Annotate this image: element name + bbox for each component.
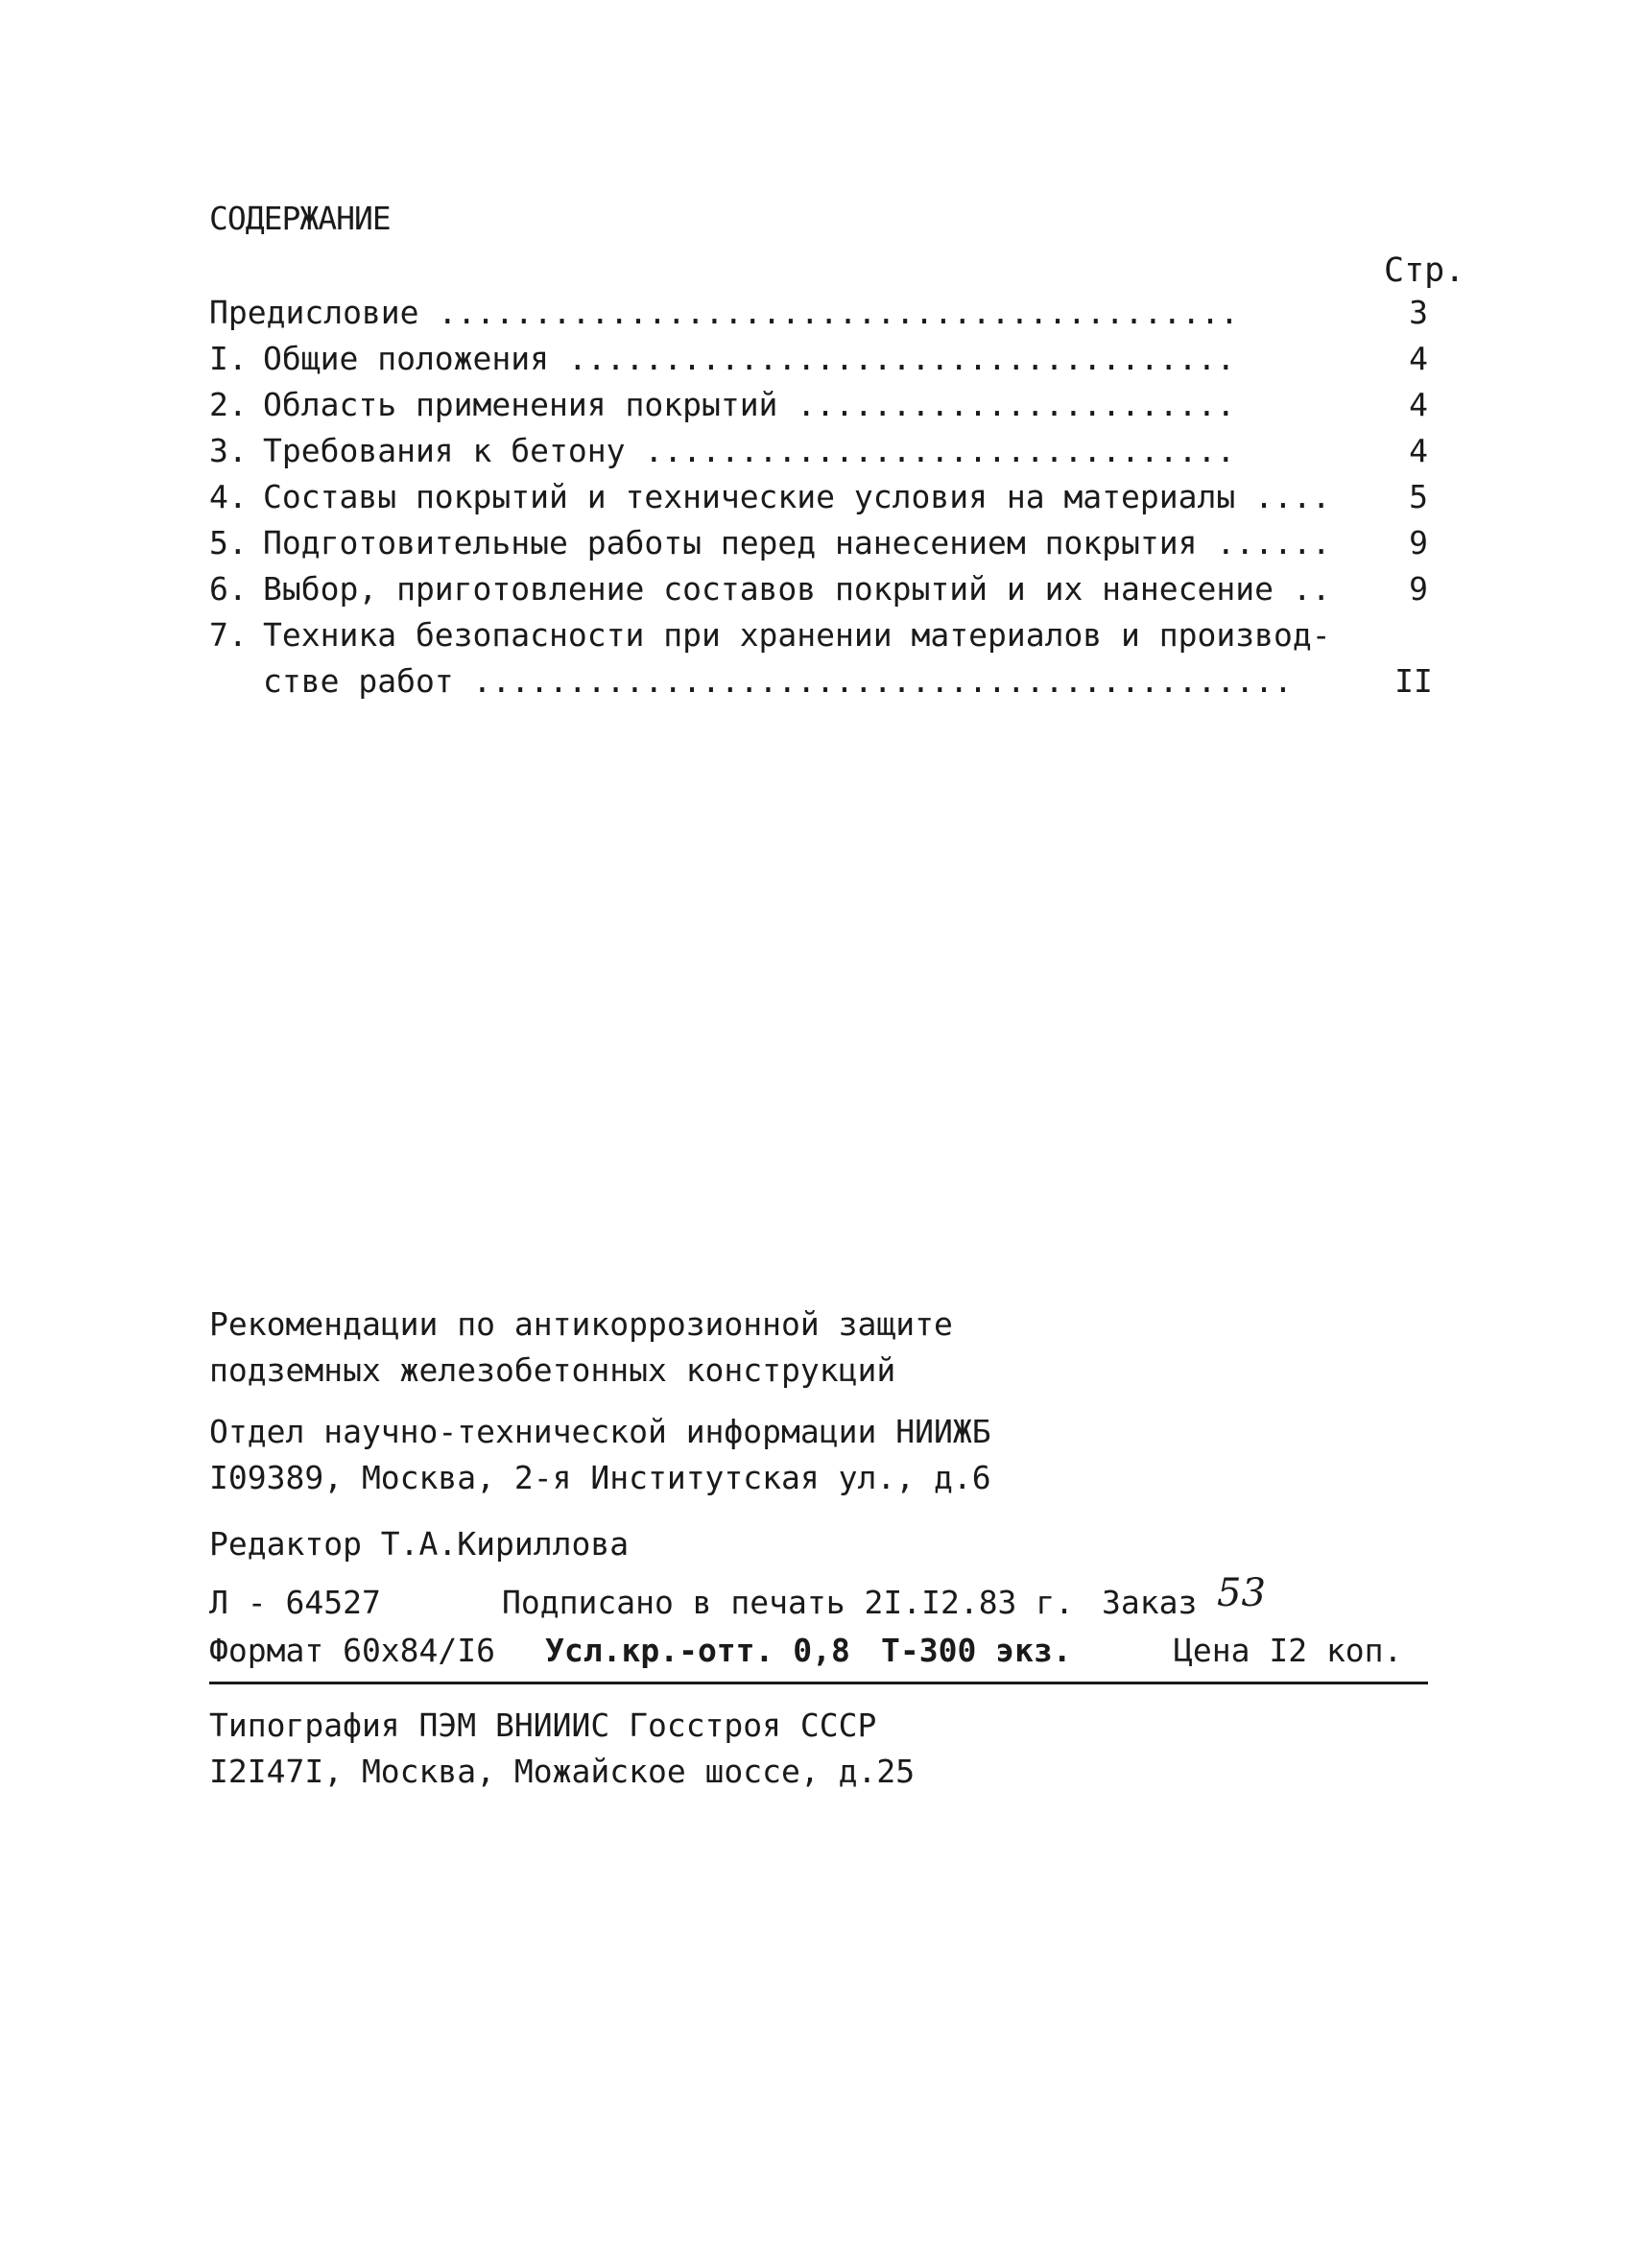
toc-item: [209, 612, 1438, 658]
license-number: Л - 64527: [209, 1584, 381, 1621]
toc-item-number: I.: [209, 340, 248, 377]
toc-item-label: Подготовительные работы перед нанесением покрытия ......: [263, 524, 1331, 561]
toc-item-page: 4: [1409, 386, 1428, 423]
toc-item-continuation: [209, 658, 1438, 704]
toc-item-page: 9: [1409, 570, 1428, 608]
price: Цена I2 коп.: [1174, 1632, 1403, 1669]
toc-item-number: 5.: [209, 524, 248, 561]
toc-item-page: II: [1394, 662, 1433, 700]
toc-item-page: 4: [1409, 340, 1428, 377]
toc-item-number: 6.: [209, 570, 248, 608]
divider-rule: [209, 1682, 1428, 1684]
paper-format: Формат 60х84/I6: [209, 1632, 496, 1669]
printer-name: Типография ПЭМ ВНИИИС Госстроя СССР: [209, 1707, 877, 1744]
toc-item-label: Техника безопасности при хранении материалов и производ-: [263, 616, 1331, 654]
order-label: Заказ: [1102, 1584, 1198, 1621]
toc-item: [209, 520, 1438, 566]
circulation: Т-300 экз.: [881, 1632, 1072, 1669]
printer-address: I2I47I, Москва, Можайское шоссе, д.25: [209, 1753, 916, 1790]
toc-item: [209, 290, 1438, 336]
imprint-title-line: Рекомендации по антикоррозионной защите: [209, 1305, 953, 1343]
signed-date: Подписано в печать 2I.I2.83 г.: [502, 1584, 1075, 1621]
toc-title: СОДЕРЖАНИЕ: [209, 200, 391, 237]
toc-item-page: 5: [1409, 478, 1428, 515]
toc-list: [209, 290, 1438, 704]
imprint-title-line: подземных железобетонных конструкций: [209, 1351, 896, 1389]
toc-page-column-header: Стр.: [1384, 251, 1465, 290]
toc-item-number: 3.: [209, 432, 248, 469]
toc-item-page: 9: [1409, 524, 1428, 561]
toc-item-label: Составы покрытий и технические условия на материалы ....: [263, 478, 1331, 515]
toc-item-label: Предисловие ..........................................: [209, 294, 1239, 331]
toc-item: [209, 336, 1438, 382]
toc-item: [209, 566, 1438, 612]
print-sheets: Усл.кр.-отт. 0,8: [545, 1632, 850, 1669]
imprint-details: [209, 1571, 1447, 1676]
order-number-handwritten: 53: [1217, 1571, 1266, 1615]
toc-item-label: стве работ ...........................................: [263, 662, 1293, 700]
toc-item-number: 7.: [209, 616, 248, 654]
toc-item-label: Требования к бетону ...............................: [263, 432, 1236, 469]
imprint-printer: [209, 1703, 915, 1795]
imprint-title: [209, 1301, 953, 1394]
toc-item: [209, 428, 1438, 474]
publisher-address: I09389, Москва, 2-я Институтская ул., д.6: [209, 1459, 991, 1496]
toc-item-label: Область применения покрытий .......................: [263, 386, 1236, 423]
toc-item-number: 4.: [209, 478, 248, 515]
toc-item-page: 3: [1409, 294, 1428, 331]
toc-item-label: Выбор, приготовление составов покрытий и их нанесение ..: [263, 570, 1331, 608]
imprint-editor: Редактор Т.А.Кириллова: [209, 1525, 630, 1563]
toc-item-label: Общие положения ...................................: [263, 340, 1236, 377]
publisher-name: Отдел научно-технической информации НИИЖБ: [209, 1413, 991, 1450]
toc-item: [209, 474, 1438, 520]
toc-item: [209, 382, 1438, 428]
imprint-publisher: [209, 1409, 991, 1501]
toc-item-number: 2.: [209, 386, 248, 423]
toc-item-page: 4: [1409, 432, 1428, 469]
